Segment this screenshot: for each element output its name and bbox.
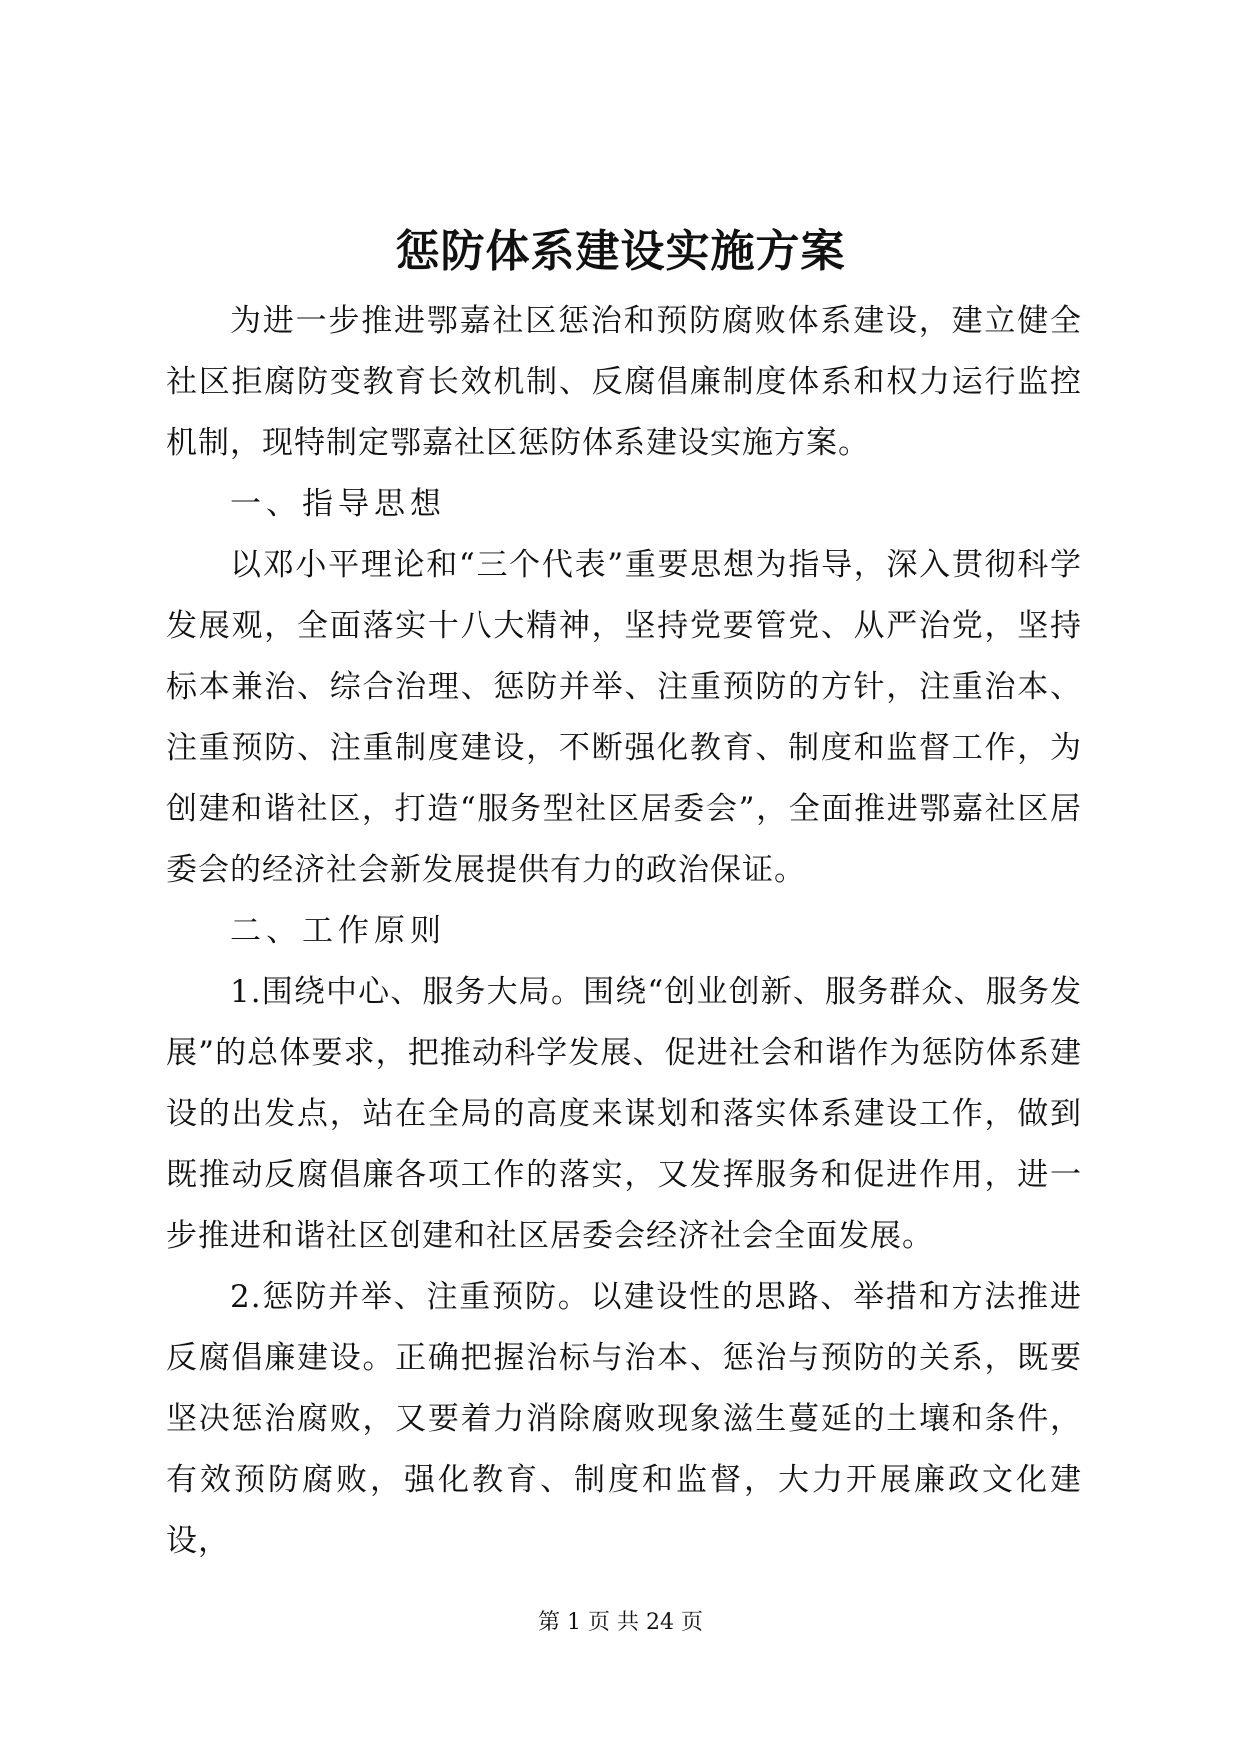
principle-2-paragraph: 2.惩防并举、注重预防。以建设性的思路、举措和方法推进反腐倡廉建设。正确把握治标与治本、惩治与预防的关系，既要坚决惩治腐败，又要着力消除腐败现象滋生蔓延的土壤和条件，有效预防腐败，强化教育、制度和监督，大力开展廉政文化建设，: [166, 1279, 1082, 1559]
document-title: 惩防体系建设实施方案: [395, 226, 846, 277]
intro-paragraph: 为进一步推进鄂嘉社区惩治和预防腐败体系建设，建立健全社区拒腐防变教育长效机制、反腐倡廉制度体系和权力运行监控机制，现特制定鄂嘉社区惩防体系建设实施方案。: [166, 303, 1082, 461]
principle-1-paragraph: 1.围绕中心、服务大局。围绕“创业创新、服务群众、服务发展”的总体要求，把推动科学发展、促进社会和谐作为惩防体系建设的出发点，站在全局的高度来谋划和落实体系建设工作，做到既推动反腐倡廉各项工作的落实，又发挥服务和促进作用，进一步推进和谐社区创建和社区居委会经济社会全面发展。: [166, 974, 1082, 1254]
section-heading-guiding-ideology: 一、指导思想: [230, 486, 446, 522]
section-heading-work-principles: 二、工作原则: [230, 913, 446, 949]
guiding-ideology-paragraph: 以邓小平理论和“三个代表”重要思想为指导，深入贯彻科学发展观，全面落实十八大精神，坚持党要管党、从严治党，坚持标本兼治、综合治理、惩防并举、注重预防的方针，注重治本、注重预防、注重制度建设，不断强化教育、制度和监督工作，为创建和谐社区，打造“服务型社区居委会”，全面推进鄂嘉社区居委会的经济社会新发展提供有力的政治保证。: [166, 547, 1082, 888]
document-body: [166, 291, 1082, 1572]
page-number-footer: 第 1 页 共 24 页: [538, 1610, 703, 1635]
